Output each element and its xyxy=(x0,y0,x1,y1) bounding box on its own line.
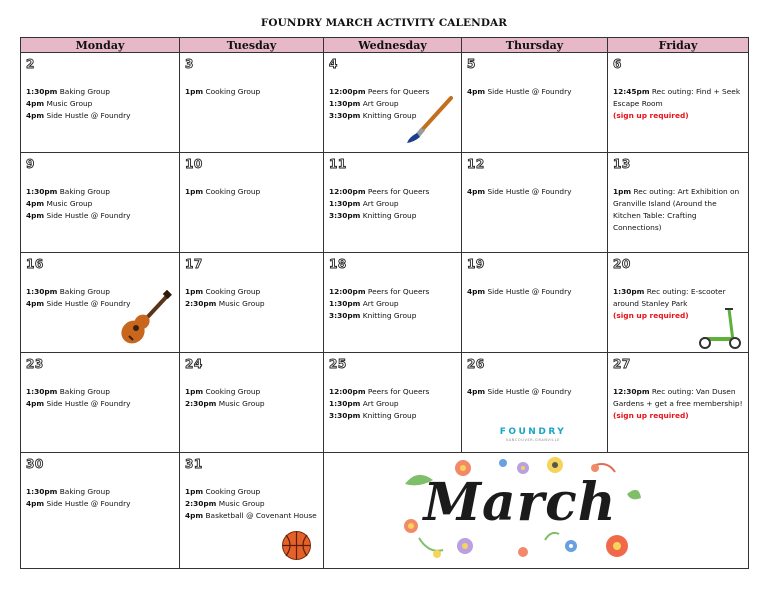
day-cell xyxy=(462,153,608,253)
event-description: Peers for Queers xyxy=(365,387,430,396)
event-item xyxy=(185,386,318,398)
march-banner xyxy=(395,454,645,564)
event-item xyxy=(185,86,318,98)
event-description: Cooking Group xyxy=(203,287,261,296)
event-item xyxy=(329,310,456,322)
event-description: Baking Group xyxy=(57,387,110,396)
event-item xyxy=(467,86,602,98)
event-time: 3:30pm xyxy=(329,411,361,420)
signup-note: (sign up required) xyxy=(613,411,689,420)
event-time: 1:30pm xyxy=(26,87,58,96)
event-time: 4pm xyxy=(26,111,45,120)
day-cell xyxy=(180,353,324,453)
day-number: 9 xyxy=(26,157,35,171)
day-number: 18 xyxy=(329,257,347,271)
event-description: Art Group xyxy=(360,99,399,108)
event-description: Music Group xyxy=(216,399,265,408)
event-description: Music Group xyxy=(216,499,265,508)
event-description: Rec outing: Art Exhibition on Granville Island (Around the Kitchen Table: Crafting Connections) xyxy=(613,187,740,232)
event-description: Side Hustle @ Foundry xyxy=(44,399,131,408)
day-number: 11 xyxy=(329,157,347,171)
paintbrush-icon xyxy=(403,95,455,145)
event-time: 4pm xyxy=(26,99,45,108)
event-item xyxy=(26,86,174,98)
day-cell xyxy=(21,353,180,453)
event-item xyxy=(467,286,602,298)
event-time: 2:30pm xyxy=(185,299,217,308)
day-number: 17 xyxy=(185,257,203,271)
event-item xyxy=(329,198,456,210)
event-time: 2:30pm xyxy=(185,499,217,508)
weekday-tuesday: Tuesday xyxy=(180,38,324,53)
event-item xyxy=(329,398,456,410)
event-description: Side Hustle @ Foundry xyxy=(44,111,131,120)
event-time: 4pm xyxy=(26,399,45,408)
day-number: 16 xyxy=(26,257,44,271)
event-description: Side Hustle @ Foundry xyxy=(44,299,131,308)
weekday-thursday: Thursday xyxy=(462,38,608,53)
event-item xyxy=(185,498,318,510)
day-number: 13 xyxy=(613,157,631,171)
event-time: 1:30pm xyxy=(26,487,58,496)
event-time: 12:45pm xyxy=(613,87,650,96)
day-cell xyxy=(21,153,180,253)
event-time: 1:30pm xyxy=(329,99,361,108)
event-item xyxy=(185,510,318,522)
event-description: Peers for Queers xyxy=(365,87,430,96)
event-item xyxy=(26,210,174,222)
signup-note: (sign up required) xyxy=(613,311,689,320)
event-time: 4pm xyxy=(26,299,45,308)
event-item xyxy=(329,298,456,310)
event-item xyxy=(329,210,456,222)
weekday-monday: Monday xyxy=(21,38,180,53)
event-description: Rec outing: Find + Seek Escape Room xyxy=(613,87,741,108)
event-time: 12:00pm xyxy=(329,387,366,396)
event-description: Cooking Group xyxy=(203,487,261,496)
day-cell xyxy=(608,353,749,453)
event-description: Side Hustle @ Foundry xyxy=(485,187,572,196)
event-time: 12:30pm xyxy=(613,387,650,396)
foundry-logo-sub: VANCOUVER-GRANVILLE xyxy=(505,438,561,442)
event-description: Art Group xyxy=(360,399,399,408)
signup-note: (sign up required) xyxy=(613,111,689,120)
event-item xyxy=(26,398,174,410)
week-row xyxy=(21,53,749,153)
foundry-logo-name: FOUNDRY xyxy=(499,427,567,437)
scooter-icon xyxy=(697,305,743,349)
day-number: 20 xyxy=(613,257,631,271)
event-item xyxy=(185,286,318,298)
event-item xyxy=(185,186,318,198)
day-number: 12 xyxy=(467,157,485,171)
day-cell xyxy=(324,253,462,353)
event-time: 12:00pm xyxy=(329,287,366,296)
day-cell xyxy=(180,53,324,153)
event-item xyxy=(329,286,456,298)
day-number: 25 xyxy=(329,357,347,371)
event-item xyxy=(185,486,318,498)
event-time: 4pm xyxy=(26,211,45,220)
event-description: Art Group xyxy=(360,299,399,308)
event-item xyxy=(26,498,174,510)
event-time: 1:30pm xyxy=(26,387,58,396)
event-time: 12:00pm xyxy=(329,187,366,196)
day-number: 24 xyxy=(185,357,203,371)
event-description: Music Group xyxy=(216,299,265,308)
event-time: 1pm xyxy=(185,187,204,196)
day-cell xyxy=(180,153,324,253)
weekday-header-row xyxy=(21,38,749,53)
week-row xyxy=(21,353,749,453)
event-description: Cooking Group xyxy=(203,87,261,96)
day-cell xyxy=(21,453,180,569)
event-time: 3:30pm xyxy=(329,311,361,320)
event-description: Cooking Group xyxy=(203,387,261,396)
event-time: 4pm xyxy=(467,187,486,196)
event-time: 4pm xyxy=(467,87,486,96)
event-description: Rec outing: Van Dusen Gardens + get a free membership! xyxy=(613,387,743,408)
event-item xyxy=(467,386,602,398)
day-number: 27 xyxy=(613,357,631,371)
event-description: Music Group xyxy=(44,199,93,208)
event-description: Side Hustle @ Foundry xyxy=(485,87,572,96)
event-time: 1:30pm xyxy=(26,287,58,296)
event-description: Baking Group xyxy=(57,87,110,96)
day-number: 6 xyxy=(613,57,622,71)
event-time: 3:30pm xyxy=(329,211,361,220)
event-item xyxy=(26,98,174,110)
event-description: Rec outing: E-scooter around Stanley Park xyxy=(613,287,726,308)
event-description: Baking Group xyxy=(57,287,110,296)
event-time: 1pm xyxy=(185,87,204,96)
event-time: 1:30pm xyxy=(26,187,58,196)
day-number: 4 xyxy=(329,57,338,71)
event-item xyxy=(185,298,318,310)
event-description: Side Hustle @ Foundry xyxy=(44,211,131,220)
day-cell xyxy=(462,253,608,353)
event-description: Peers for Queers xyxy=(365,187,430,196)
event-item xyxy=(26,198,174,210)
guitar-icon xyxy=(117,290,173,348)
event-time: 4pm xyxy=(26,199,45,208)
event-time: 1pm xyxy=(185,487,204,496)
day-number: 10 xyxy=(185,157,203,171)
day-cell xyxy=(324,353,462,453)
day-cell xyxy=(462,53,608,153)
event-item xyxy=(26,386,174,398)
day-cell xyxy=(324,153,462,253)
weekday-friday: Friday xyxy=(608,38,749,53)
event-description: Side Hustle @ Foundry xyxy=(485,387,572,396)
event-time: 4pm xyxy=(467,287,486,296)
event-description: Art Group xyxy=(360,199,399,208)
event-description: Knitting Group xyxy=(360,211,417,220)
event-time: 2:30pm xyxy=(185,399,217,408)
event-item xyxy=(613,186,743,234)
event-time: 1:30pm xyxy=(329,199,361,208)
event-description: Music Group xyxy=(44,99,93,108)
event-time: 4pm xyxy=(185,511,204,520)
event-item xyxy=(26,110,174,122)
event-time: 3:30pm xyxy=(329,111,361,120)
event-description: Side Hustle @ Foundry xyxy=(485,287,572,296)
event-time: 1:30pm xyxy=(329,399,361,408)
event-item xyxy=(613,386,743,410)
event-time: 4pm xyxy=(467,387,486,396)
event-description: Baking Group xyxy=(57,487,110,496)
day-number: 26 xyxy=(467,357,485,371)
event-time: 1:30pm xyxy=(329,299,361,308)
day-number: 3 xyxy=(185,57,194,71)
day-number: 30 xyxy=(26,457,44,471)
event-item xyxy=(329,410,456,422)
march-banner-word: March xyxy=(423,472,617,533)
event-item xyxy=(329,386,456,398)
day-cell xyxy=(21,53,180,153)
event-time: 1pm xyxy=(185,387,204,396)
event-time: 12:00pm xyxy=(329,87,366,96)
basketball-icon xyxy=(281,530,312,561)
day-cell xyxy=(608,153,749,253)
foundry-logo xyxy=(488,427,578,442)
day-number: 23 xyxy=(26,357,44,371)
event-time: 1pm xyxy=(613,187,632,196)
event-description: Knitting Group xyxy=(360,111,417,120)
event-description: Baking Group xyxy=(57,187,110,196)
day-number: 2 xyxy=(26,57,35,71)
event-item xyxy=(185,398,318,410)
event-item xyxy=(467,186,602,198)
event-description: Side Hustle @ Foundry xyxy=(44,499,131,508)
event-description: Basketball @ Covenant House xyxy=(203,511,317,520)
event-time: 1:30pm xyxy=(613,287,645,296)
day-cell xyxy=(180,253,324,353)
event-description: Peers for Queers xyxy=(365,287,430,296)
event-item xyxy=(26,186,174,198)
day-number: 31 xyxy=(185,457,203,471)
event-description: Knitting Group xyxy=(360,411,417,420)
day-cell xyxy=(608,53,749,153)
event-item xyxy=(329,186,456,198)
weekday-wednesday: Wednesday xyxy=(324,38,462,53)
week-row xyxy=(21,153,749,253)
event-time: 1pm xyxy=(185,287,204,296)
event-description: Cooking Group xyxy=(203,187,261,196)
day-number: 5 xyxy=(467,57,476,71)
event-item xyxy=(613,86,743,110)
event-item xyxy=(26,486,174,498)
event-time: 4pm xyxy=(26,499,45,508)
calendar-title: FOUNDRY MARCH ACTIVITY CALENDAR xyxy=(260,17,508,29)
event-description: Knitting Group xyxy=(360,311,417,320)
day-number: 19 xyxy=(467,257,485,271)
